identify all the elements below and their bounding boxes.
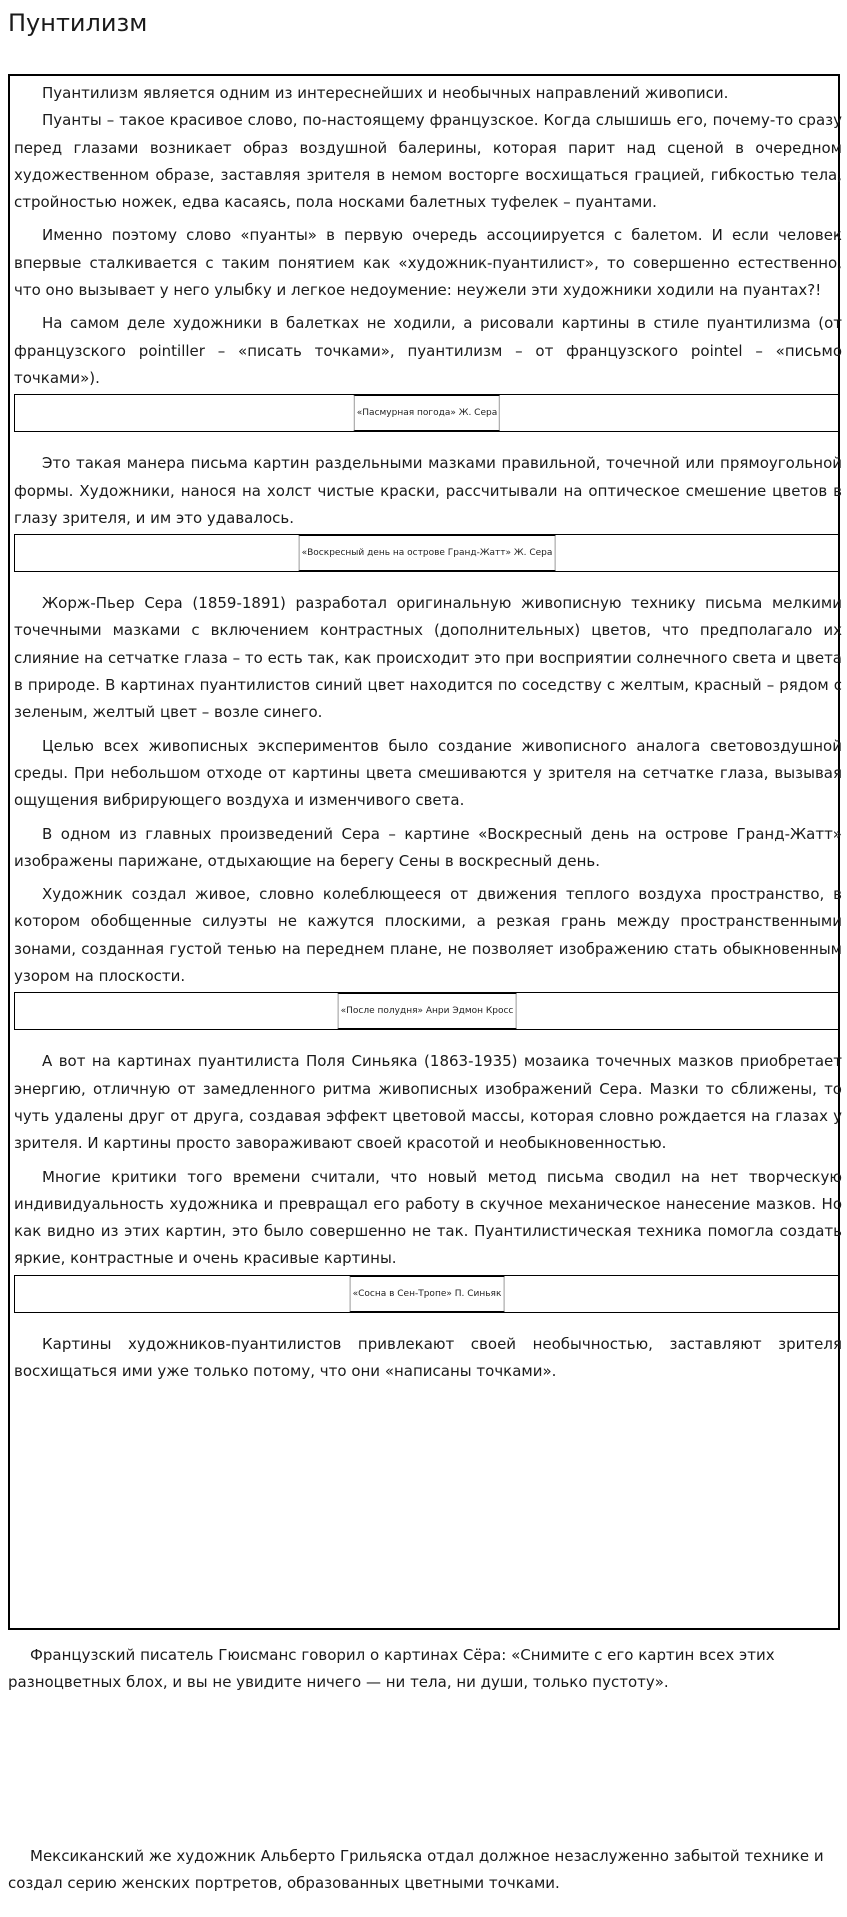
paragraph-association: Именно поэтому слово «пуанты» в первую очередь ассоциируется с балетом. И если человек впервые сталкивается с таким понятием как «художник-пуантилист», то совершенно естественно, что оно вызывает у него улыбку и легкое недоумение: неужели эти художники ходили на пуантах?! [14, 226, 842, 300]
article-frame [8, 74, 840, 1630]
figure-caption-1: «Пасмурная погода» Ж. Сера [354, 395, 500, 431]
figure-placeholder-4 [14, 1275, 840, 1313]
paragraph-goal: Целью всех живописных экспериментов было создание живописного аналога световоздушной среды. При небольшом отходе от картины цвета смешиваются у зрителя на сетчатке глаза, вызывая ощущения вибрирующего воздуха и изменчивого света. [14, 736, 842, 810]
paragraph-definition: На самом деле художники в балетках не ходили, а рисовали картины в стиле пуантилизма (от французского pointiller – «писать точками», пуантилизм – от французского pointel – «письмо точками»). [14, 314, 842, 387]
figure-caption-2: «Воскресный день на острове Гранд-Жатт» Ж. Сера [299, 535, 556, 571]
paragraph-grillasca: Мексиканский же художник Альберто Грильяска отдал должное незаслуженно забытой технике и создал серию женских портретов, образованных цветными точками. [8, 1847, 824, 1893]
grillasca-block [8, 1843, 836, 1898]
paragraph-seurat: Жорж-Пьер Сера (1859-1891) разработал оригинальную живописную технику письма мелкими точечными мазками с включением контрастных (дополнительных) цветов, что предполагало их слияние на сетчатке глаза – то есть так, как происходит это при восприятии солнечного света и цвета в природе. В картинах пуантилистов синий цвет находится по соседству с желтым, красный – рядом с зеленым, желтый цвет – возле синего. [14, 594, 842, 722]
paragraph-pointes: Пуанты – такое красивое слово, по-настоящему французское. Когда слышишь его, почему-то сразу перед глазами возникает образ воздушной балерины, которая парит над сценой в очередном художественном образе, заставляя зрителя в немом восторге восхищаться грацией, гибкостью тела, стройностью ножек, едва касаясь, пола носками балетных туфелек – пуантами. [14, 111, 842, 212]
paragraph-critics: Многие критики того времени считали, что новый метод письма сводил на нет творческую индивидуальность художника и превращал его работу в скучное механическое нанесение мазков. Но как видно из этих картин, это было совершенно не так. Пуантилистическая техника помогла создать яркие, контрастные и очень красивые картины. [14, 1167, 842, 1268]
article-column [14, 80, 842, 1385]
figure-caption-3: «После полудня» Анри Эдмон Кросс [338, 993, 517, 1029]
paragraph-huysmans: Французский писатель Гюисманс говорил о картинах Сёра: «Снимите с его картин всех этих разноцветных блох, и вы не увидите ничего — ни тела, ни души, только пустоту». [8, 1646, 775, 1692]
figure-placeholder-1 [14, 394, 840, 432]
quote-huysmans-block [8, 1642, 836, 1697]
paragraph-intro: Пуантилизм является одним из интереснейших и необычных направлений живописи. [42, 84, 729, 102]
figure-placeholder-2 [14, 534, 840, 572]
paragraph-grande-jatte: В одном из главных произведений Сера – картине «Воскресный день на острове Гранд-Жатт» изображены парижане, отдыхающие на берегу Сены в воскресный день. [14, 824, 842, 870]
figure-caption-4: «Сосна в Сен-Тропе» П. Синьяк [350, 1276, 505, 1312]
paragraph-conclusion: Картины художников-пуантилистов привлекают своей необычностью, заставляют зрителя восхищаться ими уже только потому, что они «написаны точками». [14, 1334, 842, 1380]
page-title: Пунтилизм [8, 9, 148, 37]
paragraph-signac: А вот на картинах пуантилиста Поля Синьяка (1863-1935) мозаика точечных мазков приобретает энергию, отличную от замедленного ритма живописных изображений Сера. Мазки то сближены, то чуть удалены друг от друга, создавая эффект цветовой массы, которая словно рождается на глазах у зрителя. И картины просто завораживают своей красотой и необыкновенностью. [14, 1052, 842, 1153]
paragraph-manner: Это такая манера письма картин раздельными мазками правильной, точечной или прямоугольной формы. Художники, нанося на холст чистые краски, рассчитывали на оптическое смешение цветов в глазу зрителя, и им это удавалось. [14, 454, 842, 527]
paragraph-space: Художник создал живое, словно колеблющееся от движения теплого воздуха пространство, в котором обобщенные силуэты не кажутся плоскими, а резкая грань между пространственными зонами, созданная густой тенью на переднем плане, не позволяет изображению стать обыкновенным узором на плоскости. [14, 885, 842, 986]
figure-placeholder-3 [14, 992, 840, 1030]
